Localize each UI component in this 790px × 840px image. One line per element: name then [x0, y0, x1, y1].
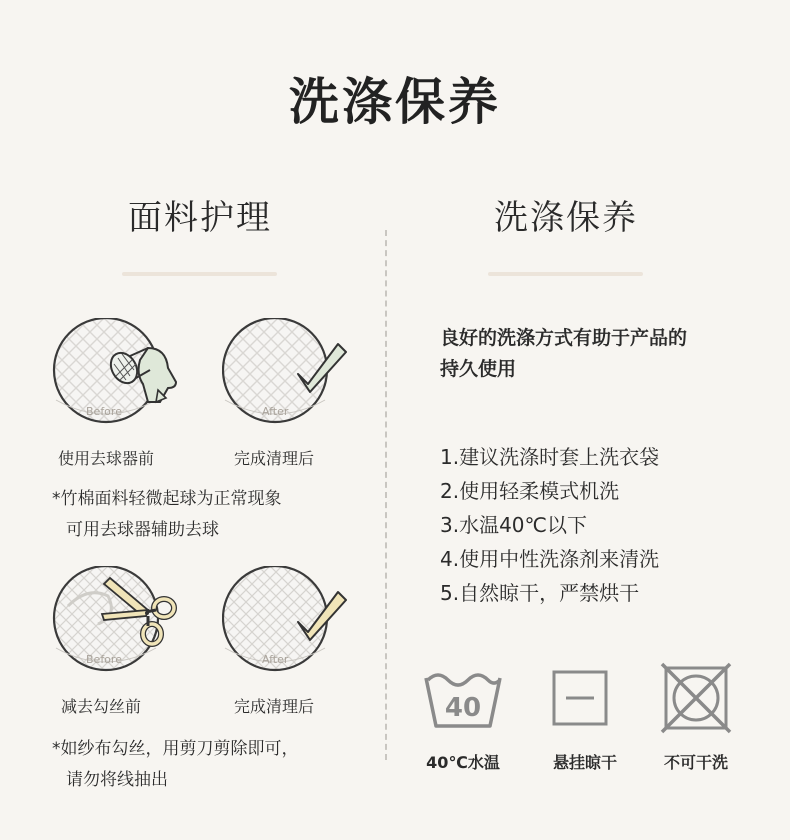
washing-care-title: 洗涤保养 [494, 198, 638, 238]
care-step: 3.水温40℃以下 [440, 513, 587, 537]
note-line: 请勿将线抽出 [66, 770, 168, 790]
snag-note [52, 734, 372, 796]
after-tag: After [262, 653, 289, 666]
fabric-care-title: 面料护理 [128, 198, 272, 238]
no-dry-clean-label: 不可干洗 [663, 753, 728, 772]
note-line: *竹棉面料轻微起球为正常现象 [52, 489, 282, 509]
care-step: 5.自然晾干，严禁烘干 [440, 581, 640, 605]
no-tumble-dry-icon [660, 662, 732, 734]
before-tag: Before [86, 405, 122, 418]
after-defuzz-image [222, 318, 352, 448]
line-dry-icon [552, 670, 608, 726]
wash-40-icon [420, 664, 506, 734]
after-caption: 完成清理后 [233, 449, 314, 468]
wash-temp-number: 40 [444, 693, 482, 723]
after-snag-image [222, 566, 352, 696]
note-line: 可用去球器辅助去球 [66, 520, 219, 540]
before-defuzz-image [48, 318, 178, 448]
care-steps-list [440, 440, 770, 610]
care-step: 2.使用轻柔模式机洗 [440, 479, 620, 503]
defuzz-note [52, 484, 372, 546]
line-dry-label: 悬挂晾干 [552, 753, 617, 772]
after-tag: After [262, 405, 289, 418]
before-snag-image [48, 566, 178, 696]
care-step: 1.建议洗涤时套上洗衣袋 [440, 445, 660, 469]
before-caption: 减去勾丝前 [60, 697, 141, 716]
before-tag: Before [86, 653, 122, 666]
before-caption: 使用去球器前 [57, 449, 154, 468]
fabric-care-underline [122, 272, 277, 276]
section-divider [385, 230, 387, 760]
page-title: 洗涤保养 [289, 73, 501, 131]
note-line: *如纱布勾丝，用剪刀剪除即可， [52, 739, 299, 759]
care-step: 4.使用中性洗涤剂来清洗 [440, 547, 660, 571]
intro-line: 持久使用 [440, 358, 517, 380]
after-caption: 完成清理后 [233, 697, 314, 716]
intro-line: 良好的洗涤方式有助于产品的 [440, 327, 688, 349]
washing-care-underline [488, 272, 643, 276]
care-intro [440, 323, 760, 385]
wash-temp-label: 40℃水温 [426, 753, 500, 772]
